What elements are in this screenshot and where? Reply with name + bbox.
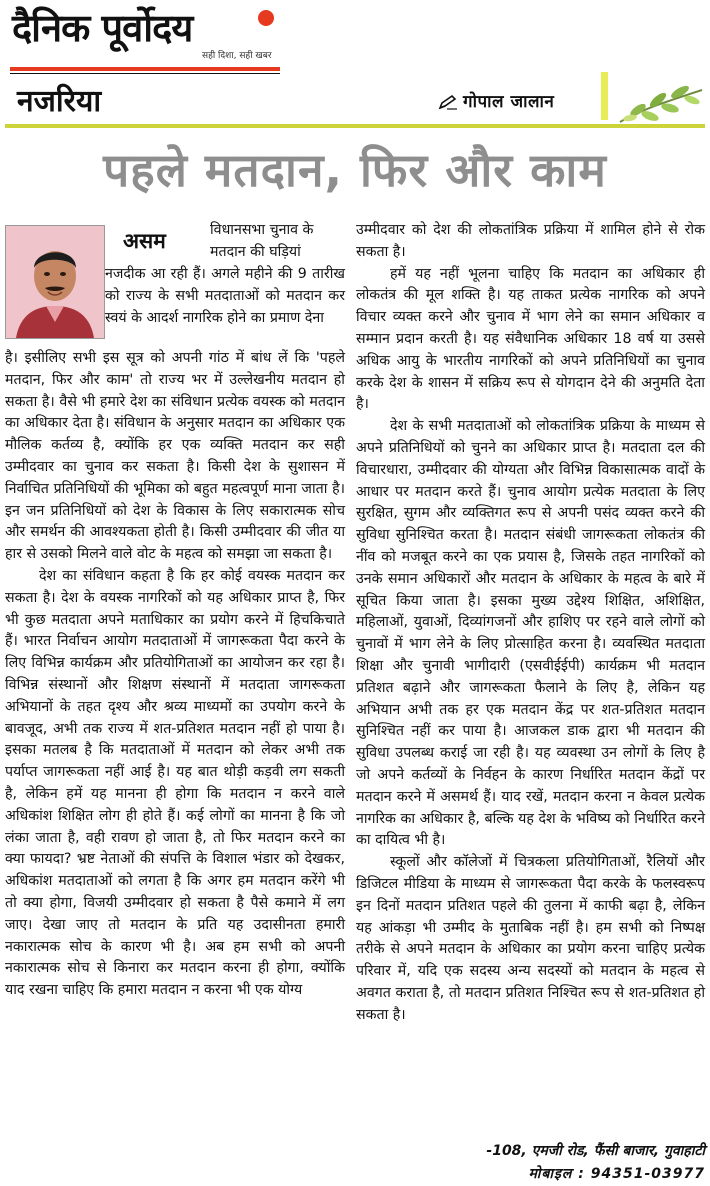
dateline: असम bbox=[123, 229, 166, 253]
article-paragraph: स्कूलों और कॉलेजों में चित्रकला प्रतियोगिताओं, रैलियों और डिजिटल मीडिया के माध्यम से जागरूकता पैदा करके के फलस्वरूप इन दिनों मतदान प्रतिशत पहले की तुलना में काफी बढ़ा है, लेकिन यह आंकड़ा भी उम्मीद के मुताबिक नहीं है। हम सभी को निष्पक्ष तरीके से अपने मतदान के अधिकार का प्रयोग करना चाहिए प्रत्येक परिवार में, यदि एक सदस्य अन्य सदस्यों को मतदान के महत्व से अवगत कराता है, तो मतदान प्रतिशत निश्चित रूप से शत-प्रतिशत हो सकता है। bbox=[356, 854, 705, 1023]
intro-column bbox=[210, 220, 345, 264]
newspaper-logo: दैनिक पूर्वोदय bbox=[12, 6, 193, 50]
section-title: नजरिया bbox=[17, 84, 102, 119]
section-bar bbox=[5, 82, 705, 122]
article-paragraph: हमें यह नहीं भूलना चाहिए कि मतदान का अधिकार ही लोकतंत्र की मूल शक्ति है। यह ताकत प्रत्येक नागरिक को अपने विचार व्यक्त करने और चुनाव में भाग लेने का समान अधिकार व सम्मान प्रदान करती है। यह संवैधानिक अधिकार 18 वर्ष या उससे अधिक आयु के भारतीय नागरिकों को अपने प्रतिनिधियों का चुनाव करके देश के शासन में सक्रिय रूप से योगदान देने की अनुमति देता है। bbox=[356, 265, 705, 413]
tagline: सही दिशा, सही खबर bbox=[202, 51, 272, 61]
section-underline bbox=[5, 124, 705, 128]
pencil-icon bbox=[438, 94, 458, 110]
author-photo bbox=[5, 225, 105, 339]
author-phone: मोबाइल : 94351-03977 bbox=[528, 1166, 705, 1182]
article-paragraph: देश के सभी मतदाताओं को लोकतांत्रिक प्रक्रिया के माध्यम से अपने प्रतिनिधियों को चुनने का अधिकार प्राप्त है। मतदाता दल की विचारधारा, उम्मीदवार की योग्यता और विभिन्न विकासात्मक वादों के आधार पर मतदान करते हैं। चुनाव आयोग प्रत्येक मतदाता के लिए सुरक्षित, सुगम और व्यक्तिगत रूप से अपनी पसंद व्यक्त करने की सुविधा सुनिश्चित करता है। मतदान संबंधी जागरूकता लोकतंत्र की नींव को मजबूत करने का एक प्रयास है, जिसके तहत नागरिकों को उनके समान अधिकारों और मतदान के अधिकार के महत्व के बारे में सूचित किया जाता है। इसका मुख्य उद्देश्य शिक्षित, अशिक्षित, महिलाओं, युवाओं, दिव्यांगजनों और हाशिए पर रहने वाले लोगों को चुनावों में भाग लेने के लिए प्रोत्साहित करना है। व्यवस्थित मतदाता शिक्षा और चुनावी भागीदारी (एसवीईईपी) कार्यक्रम भी मतदान प्रतिशत बढ़ाने और जागरूकता फैलाने के लिए है, लेकिन यह अभियान अभी तक हर एक मतदान केंद्र पर शत-प्रतिशत मतदान सुनिश्चित नहीं कर पाया है। आजकल डाक द्वारा भी मतदान की सुविधा उपलब्ध कराई जा रही है। यह व्यवस्था उन लोगों के लिए है जो अपने कर्तव्यों के निर्वहन के कारण निर्धारित मतदान केंद्रों पर मतदान करने में असमर्थ हैं। याद रखें, मतदान करना न केवल प्रत्येक नागरिक का अधिकार है, बल्कि यह देश के भविष्य को निर्धारित करने का दायित्व भी है। bbox=[356, 418, 705, 849]
masthead bbox=[0, 0, 710, 80]
masthead-thin-rule bbox=[10, 73, 280, 74]
article-headline: पहले मतदान, फिर और काम bbox=[103, 143, 607, 197]
article-paragraph: उम्मीदवार को देश की लोकतांत्रिक प्रक्रिया में शामिल होने से रोक सकता है। bbox=[356, 222, 705, 260]
logo-sun-icon bbox=[258, 10, 274, 26]
intro-line: मतदान की घड़ियां bbox=[210, 243, 301, 260]
masthead-rule bbox=[10, 67, 280, 71]
author-address: -108, एमजी रोड, फैंसी बाजार, गुवाहाटी bbox=[486, 1143, 705, 1159]
intro-paragraph: नजदीक आ रही हैं। अगले महीने की 9 तारीख को राज्य के सभी मतदाताओं को मतदान कर स्वयं के आदर्श नागरिक होने का प्रमाण देना bbox=[105, 266, 345, 326]
leaf-branch-icon bbox=[610, 72, 705, 128]
right-column bbox=[356, 220, 705, 1026]
section-accent-bar bbox=[601, 72, 608, 120]
intro-continuation bbox=[105, 264, 345, 329]
intro-line: विधानसभा चुनाव के bbox=[210, 222, 314, 238]
author-name: गोपाल जालान bbox=[463, 92, 555, 112]
left-column bbox=[5, 348, 345, 1002]
article-paragraph: है। इसीलिए सभी इस सूत्र को अपनी गांठ में बांध लें कि 'पहले मतदान, फिर और काम' तो राज्य भर में उल्लेखनीय मतदान हो सकता है। वैसे भी हमारे देश का संविधान प्रत्येक वयस्क को मतदान का अधिकार देता है। संविधान के अनुसार मतदान का अधिकार एक मौलिक कर्तव्य है, क्योंकि हर एक व्यक्ति मतदान कर सही उम्मीदवार का चुनाव कर सकता है। किसी देश के सुशासन में निर्वाचित प्रतिनिधियों की भूमिका को बहुत महत्वपूर्ण माना जाता है। इन जन प्रतिनिधियों को देश के विकास के लिए सकारात्मक सोच और समर्थन की आवश्यकता होती है। किसी उम्मीदवार की जीत या हार से उसको मिलने वाले वोट के महत्व को समझा जा सकता है। bbox=[5, 350, 345, 563]
article-paragraph: देश का संविधान कहता है कि हर कोई वयस्क मतदान कर सकता है। देश के वयस्क नागरिकों को यह अधिकार प्राप्त है, फिर भी कुछ मतदाता अपने मताधिकार का प्रयोग करने में हिचकिचाते हैं। भारत निर्वाचन आयोग मतदाताओं में जागरूकता पैदा करने के लिए विभिन्न कार्यक्रम और प्रतियोगिताओं का आयोजन कर रहा है। विभिन्न संस्थानों और शिक्षण संस्थानों में मतदाता जागरूकता अभियानों के तहत दृश्य और श्रव्य माध्यमों का उपयोग करने के बावजूद, अभी तक राज्य में शत-प्रतिशत मतदान नहीं हो पाया है। इसका मतलब है कि मतदाताओं में मतदान को लेकर अभी तक पर्याप्त जागरूकता नहीं आई है। यह बात थोड़ी कड़वी लग सकती है, लेकिन हमें यह मानना ही होगा कि मतदान न करने वाले अधिकांश शिक्षित लोग ही होते हैं। कई लोगों का मानना है कि जो लंका जाता है, वही रावण हो जाता है, तो फिर मतदान करने का क्या फायदा? भ्रष्ट नेताओं की संपत्ति के विशाल भंडार को देखकर, अधिकांश मतदाताओं को लगता है कि अगर हम मतदान करेंगे भी तो क्या होगा, विजयी उम्मीदवार हो सकता है पैसे कमाने में लग जाए। देखा जाए तो मतदान के प्रति यह उदासीनता हमारी नकारात्मक सोच के कारण भी है। अब हम सभी को अपनी नकारात्मक सोच से किनारा कर मतदान करना ही होगा, क्योंकि याद रखना चाहिए कि हमारा मतदान न करना भी एक योग्य bbox=[5, 567, 345, 999]
